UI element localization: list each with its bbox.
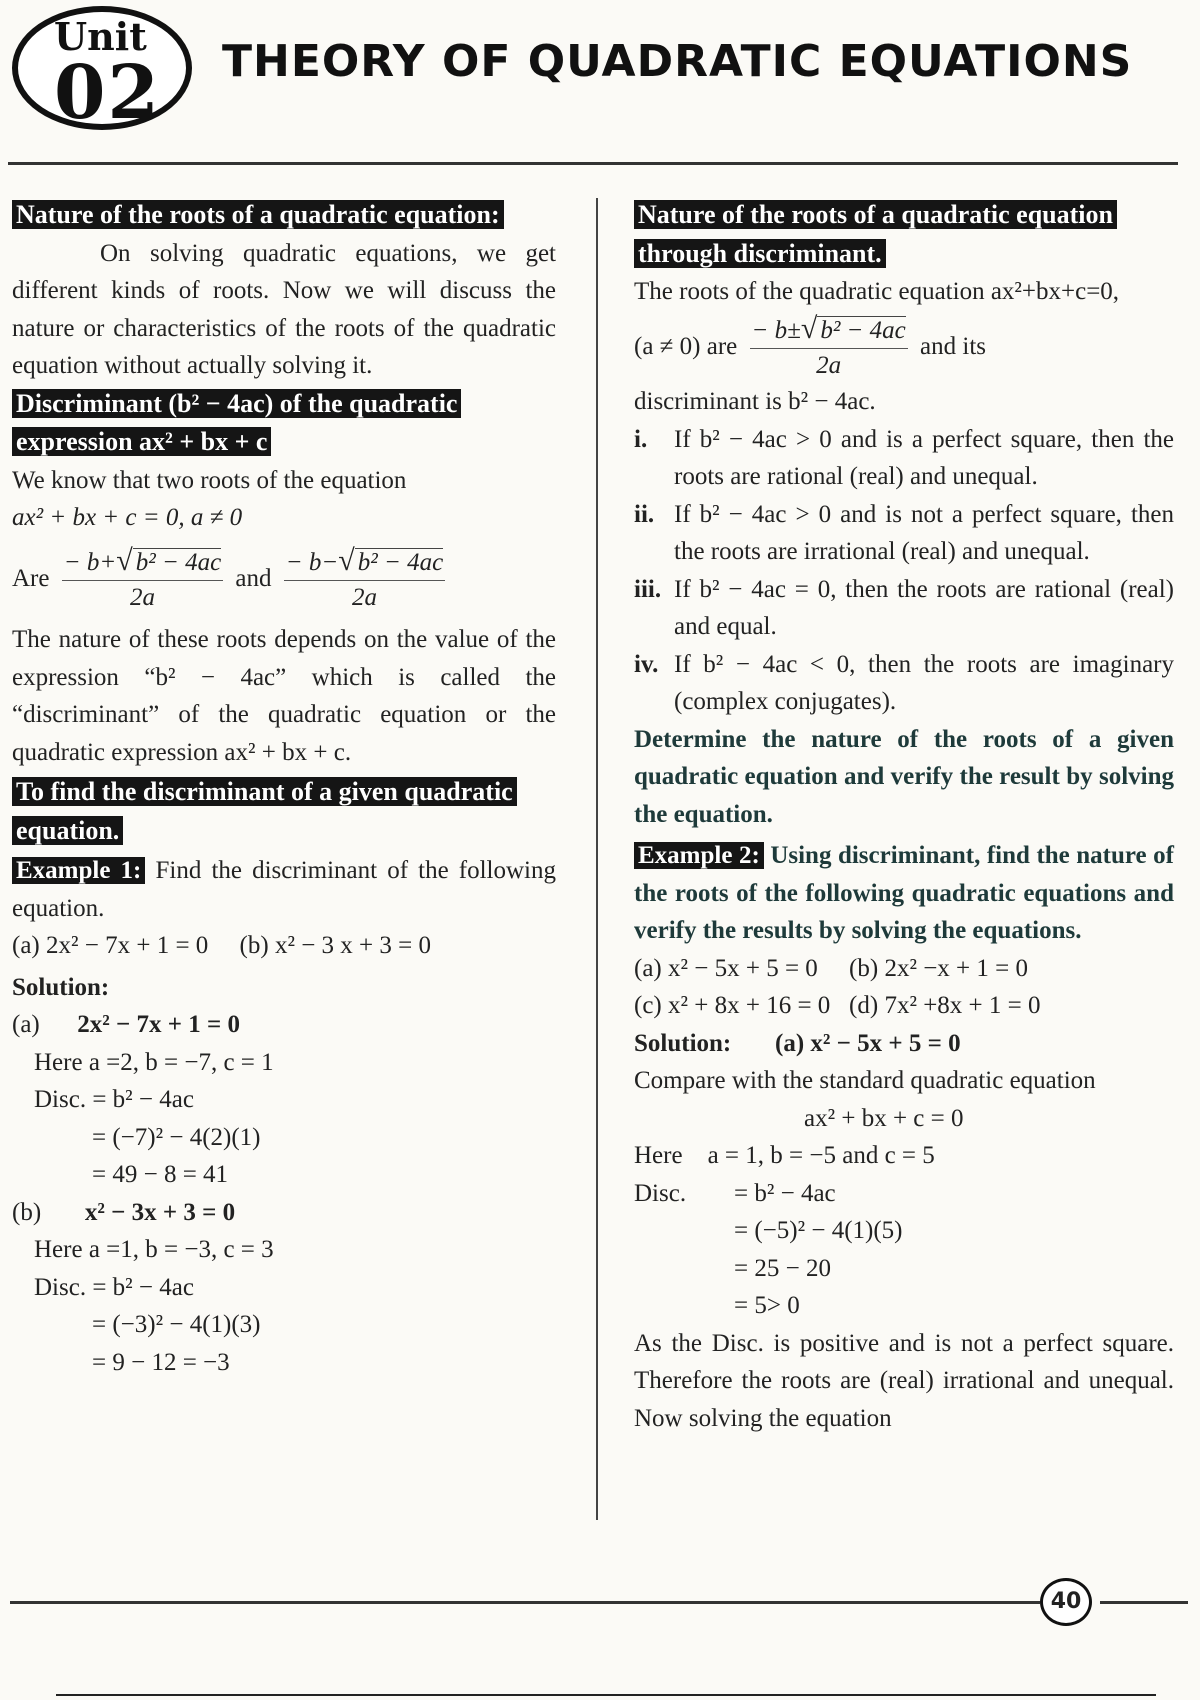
sqrt-icon: √ bbox=[338, 544, 355, 578]
solution-b-line bbox=[12, 1194, 556, 1232]
solution-a-disc1: Disc. = b² − 4ac bbox=[34, 1086, 194, 1114]
case-item bbox=[634, 421, 1174, 496]
nature-paragraph: The nature of these roots depends on the value of the expression “b² − 4ac” which is called the “discriminant” of the quadratic equation or the quadratic expression ax² + bx + c. bbox=[12, 626, 556, 766]
here-line bbox=[634, 1137, 1174, 1175]
unit-badge bbox=[12, 6, 192, 136]
example2-b: (b) 2x² −x + 1 = 0 bbox=[849, 954, 1028, 982]
roots-line: The roots of the quadratic equation ax²+bx+c=0, bbox=[634, 278, 1120, 305]
solution-b-label: (b) bbox=[12, 1198, 42, 1226]
case-item bbox=[634, 496, 1174, 571]
formula-radicand: b² − 4ac bbox=[817, 316, 905, 344]
here-values: a = 1, b = −5 and c = 5 bbox=[707, 1142, 935, 1170]
column-divider bbox=[596, 198, 598, 1520]
case-text: If b² − 4ac > 0 and is a perfect square, then the roots are rational (real) and unequal. bbox=[674, 425, 1174, 491]
header-divider bbox=[8, 162, 1178, 165]
example1-equations bbox=[12, 927, 556, 965]
discriminant-heading: Discriminant (b² − 4ac) of the quadratic expression ax² + bx + c bbox=[12, 389, 461, 457]
roots-formula-line bbox=[12, 543, 556, 616]
solution2-label: Solution: bbox=[634, 1029, 732, 1057]
footer-rule bbox=[10, 1601, 1040, 1604]
know-text: We know that two roots of the equation bbox=[12, 466, 407, 494]
bottom-line bbox=[56, 1694, 1156, 1696]
cases-list bbox=[634, 421, 1174, 721]
standard-equation: ax² + bx + c = 0 bbox=[804, 1104, 964, 1132]
intro-paragraph: On solving quadratic equations, we get different kinds of roots. Now we will discuss the nature or characteristics of the roots of the quadratic equation without actually solving it. bbox=[12, 239, 556, 379]
solution-a-here: Here a =2, b = −7, c = 1 bbox=[34, 1048, 274, 1076]
example2-d: (d) 7x² +8x + 1 = 0 bbox=[849, 992, 1041, 1020]
example2-c: (c) x² + 8x + 16 = 0 bbox=[634, 992, 831, 1020]
disc-step-3: = 25 − 20 bbox=[734, 1254, 831, 1282]
case-item bbox=[634, 571, 1174, 646]
formula-prefix: − b± bbox=[751, 317, 801, 345]
general-equation: ax² + bx + c = 0, a ≠ 0 bbox=[12, 504, 243, 531]
root1-prefix: − b+ bbox=[63, 549, 117, 577]
example2-text: Using discriminant, find the nature of the roots of the following quadratic equations and verify the results by solving the equations. bbox=[634, 842, 1174, 945]
determine-text: Determine the nature of the roots of a given quadratic equation and verify the result by solving the equation. bbox=[634, 725, 1174, 828]
root1-fraction bbox=[62, 544, 223, 615]
root2-fraction bbox=[284, 544, 445, 615]
example2-row2 bbox=[634, 987, 1174, 1025]
root2-denominator: 2a bbox=[352, 584, 377, 612]
example2-a: (a) x² − 5x + 5 = 0 bbox=[634, 954, 818, 982]
find-heading: To find the discriminant of a given quadratic equation. bbox=[12, 777, 517, 845]
quadratic-formula bbox=[750, 312, 908, 383]
formula-line bbox=[634, 311, 1174, 384]
footer-rule-right bbox=[1100, 1601, 1188, 1604]
formula-denominator: 2a bbox=[816, 352, 842, 380]
conclusion-text: As the Disc. is positive and is not a perfect square. Therefore the roots are (real) irrational and unequal. Now solving the equation bbox=[634, 1329, 1174, 1432]
solution-a-line bbox=[12, 1006, 556, 1044]
and-its: and its bbox=[920, 332, 986, 360]
solution-label: Solution: bbox=[12, 973, 110, 1001]
example1-a: (a) 2x² − 7x + 1 = 0 bbox=[12, 932, 209, 960]
root2-radicand: b² − 4ac bbox=[355, 548, 443, 576]
case-label: iii. bbox=[634, 575, 662, 603]
example1-text: Find the discriminant of the following equation. bbox=[12, 857, 556, 922]
root2-prefix: − b− bbox=[285, 549, 339, 577]
right-column bbox=[634, 196, 1174, 1437]
solution-b-disc3: = 9 − 12 = −3 bbox=[92, 1348, 230, 1376]
a-condition: (a ≠ 0) are bbox=[634, 332, 738, 360]
example2-label: Example 2: bbox=[634, 842, 764, 869]
solution2-line bbox=[634, 1025, 1174, 1063]
solution-a-disc3: = 49 − 8 = 41 bbox=[92, 1161, 229, 1189]
nature-heading: Nature of the roots of a quadratic equation: bbox=[12, 200, 504, 229]
case-text: If b² − 4ac > 0 and is not a perfect square, then the roots are irrational (real) and unequal. bbox=[674, 500, 1174, 566]
sqrt-icon: √ bbox=[800, 312, 818, 346]
compare-text: Compare with the standard quadratic equation bbox=[634, 1067, 1096, 1095]
disc-step-2: = (−5)² − 4(1)(5) bbox=[734, 1217, 903, 1245]
root1-radicand: b² − 4ac bbox=[133, 548, 221, 576]
disc-step-4: = 5> 0 bbox=[734, 1292, 800, 1320]
sqrt-icon: √ bbox=[116, 544, 133, 578]
case-item bbox=[634, 646, 1174, 721]
root1-denominator: 2a bbox=[129, 584, 155, 612]
solution-b-here: Here a =1, b = −3, c = 3 bbox=[34, 1236, 274, 1264]
here-label: Here bbox=[634, 1142, 683, 1170]
case-text: If b² − 4ac < 0, then the roots are imaginary (complex conjugates). bbox=[674, 650, 1174, 716]
and-word: and bbox=[235, 564, 272, 592]
solution-a-disc2: = (−7)² − 4(2)(1) bbox=[92, 1123, 261, 1151]
solution-b-equation: x² − 3x + 3 = 0 bbox=[84, 1198, 236, 1226]
page-title: THEORY OF QUADRATIC EQUATIONS bbox=[222, 36, 1133, 87]
example1-b: (b) x² − 3 x + 3 = 0 bbox=[239, 932, 431, 960]
disc-label: Disc. bbox=[634, 1179, 687, 1207]
case-label: i. bbox=[634, 425, 648, 453]
solution2-a: (a) x² − 5x + 5 = 0 bbox=[775, 1029, 961, 1057]
disc-line-1 bbox=[634, 1175, 1174, 1213]
example2-row1 bbox=[634, 950, 1174, 988]
solution-b-disc2: = (−3)² − 4(1)(3) bbox=[92, 1311, 261, 1339]
case-label: ii. bbox=[634, 500, 655, 528]
disc-step-1: = b² − 4ac bbox=[734, 1179, 836, 1207]
solution-a-label: (a) bbox=[12, 1011, 40, 1039]
left-column bbox=[12, 196, 556, 1381]
solution-b-disc1: Disc. = b² − 4ac bbox=[34, 1273, 194, 1301]
are-word: Are bbox=[12, 564, 50, 592]
page-number: 40 bbox=[1040, 1578, 1092, 1626]
right-heading: Nature of the roots of a quadratic equation through discriminant. bbox=[634, 200, 1117, 268]
unit-number: 02 bbox=[54, 50, 161, 136]
discriminant-line: discriminant is b² − 4ac. bbox=[634, 388, 876, 416]
solution-a-equation: 2x² − 7x + 1 = 0 bbox=[77, 1011, 240, 1039]
case-label: iv. bbox=[634, 650, 659, 678]
example1-label: Example 1: bbox=[12, 857, 145, 884]
unit-label: Unit bbox=[54, 14, 147, 59]
case-text: If b² − 4ac = 0, then the roots are rational (real) and equal. bbox=[674, 575, 1174, 641]
